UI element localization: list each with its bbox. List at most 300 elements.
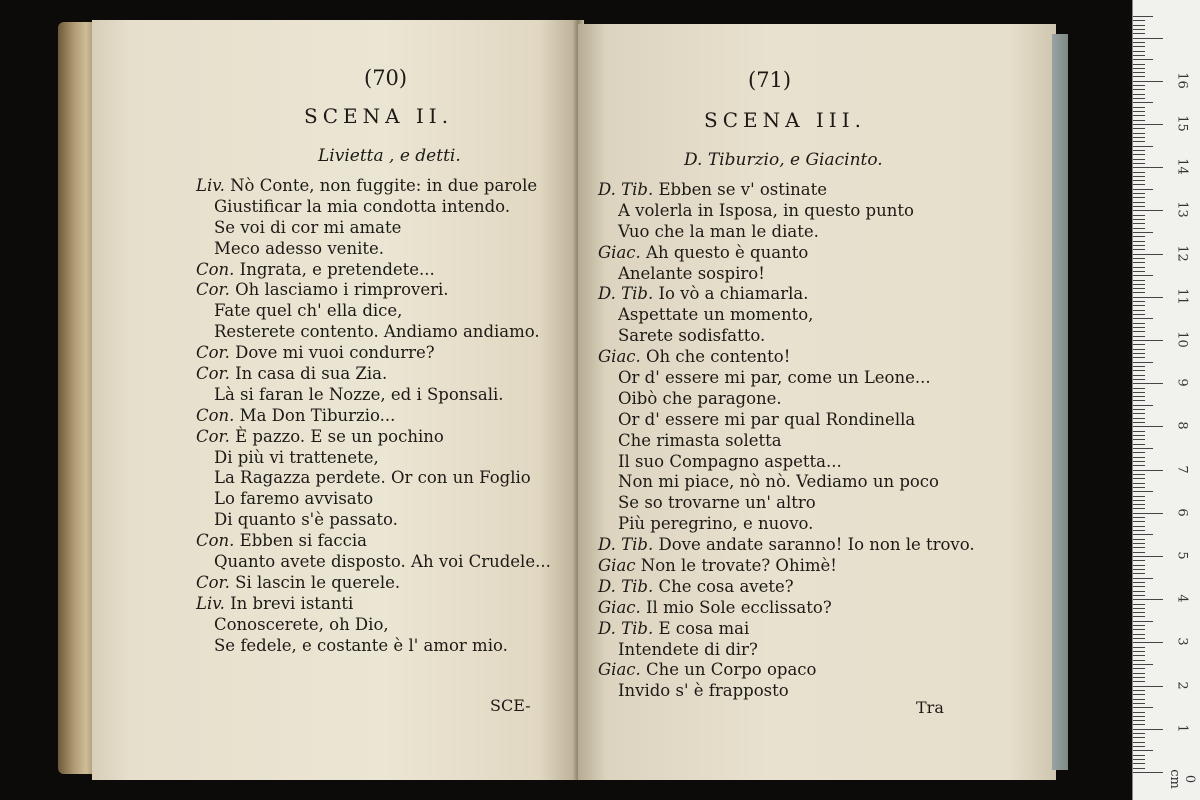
ruler-tick [1133, 500, 1145, 501]
ruler-tick [1133, 124, 1163, 125]
ruler-tick [1133, 504, 1145, 505]
ruler-tick [1133, 271, 1145, 272]
left-text-line [196, 239, 551, 260]
left-text-line [196, 385, 551, 406]
ruler-tick [1133, 720, 1145, 721]
ruler-tick [1133, 331, 1145, 332]
ruler-tick [1133, 478, 1145, 479]
ruler-label: 2 [1174, 680, 1190, 690]
verse-text: Giustificar la mia condotta intendo. [214, 196, 511, 216]
speaker-label: Con. [196, 531, 235, 551]
ruler-tick [1133, 435, 1145, 436]
ruler-tick [1133, 629, 1145, 630]
ruler-tick [1133, 38, 1163, 39]
ruler-tick [1133, 180, 1145, 181]
right-text-line [598, 347, 975, 368]
verse-text: Non mi piace, nò nò. Vediamo un poco [618, 472, 939, 492]
ruler-tick [1133, 258, 1145, 259]
ruler-tick [1133, 357, 1145, 358]
ruler-tick [1133, 418, 1145, 419]
ruler-tick [1133, 275, 1153, 276]
left-page [92, 20, 578, 780]
ruler-tick [1133, 362, 1153, 363]
ruler-label: 7 [1174, 464, 1190, 474]
ruler-label: 15 [1174, 115, 1190, 132]
ruler-tick [1133, 228, 1145, 229]
ruler-tick [1133, 370, 1145, 371]
ruler-tick [1133, 422, 1145, 423]
left-text-line [196, 636, 551, 657]
ruler-tick [1133, 431, 1145, 432]
right-text-line [598, 493, 975, 514]
ruler-tick [1133, 772, 1163, 773]
ruler-tick [1133, 483, 1145, 484]
verse-text: Ma Don Tiburzio... [234, 405, 396, 425]
ruler-tick [1133, 55, 1145, 56]
ruler-tick [1133, 292, 1145, 293]
ruler-tick [1133, 595, 1145, 596]
right-text-line [598, 619, 975, 640]
ruler-tick [1133, 526, 1145, 527]
right-text-line [598, 201, 975, 222]
ruler-tick [1133, 392, 1145, 393]
verse-text: Che rimasta soletta [618, 430, 782, 450]
speaker-label: Cor. [196, 364, 230, 384]
ruler-tick [1133, 634, 1145, 635]
measurement-ruler [1132, 0, 1200, 800]
ruler-label: 11 [1174, 288, 1190, 305]
ruler-tick [1133, 349, 1145, 350]
left-text-line [196, 343, 551, 364]
ruler-label: 3 [1174, 637, 1190, 647]
ruler-tick [1133, 128, 1145, 129]
right-text-line [598, 368, 975, 389]
verse-text: E cosa mai [653, 618, 750, 638]
left-text-line [196, 468, 551, 489]
ruler-tick [1133, 120, 1145, 121]
verse-text: Che cosa avete? [653, 576, 794, 596]
ruler-tick [1133, 582, 1145, 583]
ruler-tick [1133, 694, 1145, 695]
ruler-tick [1133, 448, 1153, 449]
ruler-tick [1133, 616, 1145, 617]
right-text-lines [598, 180, 975, 702]
verse-text: Di più vi trattenete, [214, 447, 379, 467]
ruler-tick [1133, 340, 1163, 341]
ruler-label: 10 [1174, 331, 1190, 348]
ruler-tick [1133, 759, 1145, 760]
ruler-label: 1 [1174, 724, 1190, 733]
ruler-tick [1133, 327, 1145, 328]
ruler-tick [1133, 94, 1145, 95]
right-text-line [598, 431, 975, 452]
speaker-label: Cor. [196, 343, 230, 363]
verse-text: Ah questo è quanto [640, 242, 809, 262]
ruler-tick [1133, 172, 1145, 173]
verse-text: Si lascin le querele. [229, 572, 401, 592]
speaker-label: Con. [196, 405, 235, 425]
ruler-tick [1133, 405, 1153, 406]
ruler-label: 13 [1174, 201, 1190, 219]
right-text-line [598, 535, 975, 556]
ruler-tick [1133, 681, 1145, 682]
verse-text: Nò Conte, non fuggite: in due parole [224, 176, 538, 195]
ruler-tick [1133, 396, 1145, 397]
left-text-line [196, 218, 551, 239]
ruler-tick [1133, 763, 1145, 764]
verse-text: Quanto avete disposto. Ah voi Crudele... [214, 552, 551, 572]
ruler-tick [1133, 150, 1145, 151]
ruler-tick [1133, 115, 1145, 116]
ruler-tick [1133, 16, 1153, 17]
speaker-label: Liv. [196, 176, 225, 195]
verse-text: Or d' essere mi par, come un Leone... [618, 368, 931, 388]
verse-text: Non le trovate? Ohimè! [635, 556, 837, 576]
left-text-line [196, 489, 551, 510]
ruler-tick [1133, 98, 1145, 99]
left-text-line [196, 301, 551, 322]
verse-text: Aspettate un momento, [618, 305, 814, 325]
ruler-tick [1133, 496, 1145, 497]
right-text-line [598, 264, 975, 285]
left-text-line [196, 197, 551, 218]
ruler-tick [1133, 29, 1145, 30]
right-text-line [598, 305, 975, 326]
speaker-label: Giac. [598, 597, 641, 617]
ruler-tick [1133, 746, 1145, 747]
right-text-line [598, 180, 975, 201]
verse-text: Oh lasciamo i rimproveri. [229, 280, 449, 300]
verse-text: Se so trovarne un' altro [618, 493, 816, 513]
ruler-tick [1133, 51, 1145, 52]
ruler-tick [1133, 46, 1145, 47]
left-text-line [196, 176, 551, 197]
right-text-line [598, 556, 975, 577]
ruler-tick [1133, 146, 1153, 147]
ruler-tick [1133, 206, 1145, 207]
verse-text: Ingrata, e pretendete... [234, 259, 435, 279]
ruler-tick [1133, 426, 1163, 427]
left-text-line [196, 573, 551, 594]
ruler-tick [1133, 560, 1145, 561]
left-text-line [196, 260, 551, 281]
verse-text: Io vò a chiamarla. [653, 284, 809, 304]
verse-text: In casa di sua Zia. [229, 364, 388, 384]
right-scene-title: SCENA III. [704, 108, 866, 132]
right-text-line [598, 514, 975, 535]
ruler-tick [1133, 310, 1145, 311]
ruler-tick [1133, 284, 1145, 285]
ruler-tick [1133, 742, 1145, 743]
ruler-tick [1133, 318, 1153, 319]
right-text-line [598, 326, 975, 347]
ruler-tick [1133, 530, 1145, 531]
ruler-tick [1133, 141, 1145, 142]
ruler-tick [1133, 219, 1145, 220]
right-text-line [598, 472, 975, 493]
ruler-tick [1133, 664, 1153, 665]
ruler-label: 16 [1174, 72, 1190, 89]
ruler-tick [1133, 703, 1145, 704]
ruler-tick [1133, 539, 1145, 540]
ruler-tick [1133, 552, 1145, 553]
ruler-tick [1133, 699, 1145, 700]
verse-text: Dove andate saranno! Io non le trovo. [653, 535, 975, 555]
verse-text: La Ragazza perdete. Or con un Foglio [214, 468, 531, 488]
ruler-label: 4 [1174, 594, 1190, 603]
verse-text: Or d' essere mi par qual Rondinella [618, 409, 916, 429]
ruler-tick [1133, 210, 1163, 211]
speaker-label: Liv. [196, 593, 225, 613]
verse-text: Meco adesso venite. [214, 238, 384, 258]
ruler-tick [1133, 508, 1145, 509]
left-catchword: SCE- [490, 696, 531, 715]
ruler-tick [1133, 133, 1145, 134]
ruler-tick [1133, 677, 1145, 678]
right-characters: D. Tiburzio, e Giacinto. [684, 150, 883, 170]
verse-text: Intendete di dir? [618, 639, 758, 659]
left-text-line [196, 615, 551, 636]
right-text-line [598, 640, 975, 661]
ruler-tick [1133, 388, 1145, 389]
verse-text: Resterete contento. Andiamo andiamo. [214, 322, 540, 342]
ruler-tick [1133, 197, 1145, 198]
ruler-tick [1133, 111, 1145, 112]
ruler-tick [1133, 176, 1145, 177]
ruler-tick [1133, 547, 1145, 548]
verse-text: È pazzo. E se un pochino [229, 426, 444, 446]
ruler-tick [1133, 470, 1163, 471]
ruler-tick [1133, 413, 1145, 414]
verse-text: Fate quel ch' ella dice, [214, 301, 403, 321]
ruler-tick [1133, 655, 1145, 656]
left-text-line [196, 406, 551, 427]
ruler-tick [1133, 288, 1145, 289]
verse-text: Là si faran le Nozze, ed i Sponsali. [214, 384, 504, 404]
verse-text: Più peregrino, e nuovo. [618, 514, 814, 534]
left-text-line [196, 448, 551, 469]
ruler-tick [1133, 733, 1145, 734]
verse-text: Se fedele, e costante è l' amor mio. [214, 635, 508, 655]
speaker-label: Giac. [598, 660, 641, 680]
ruler-tick [1133, 72, 1145, 73]
ruler-tick [1133, 102, 1153, 103]
ruler-label: 0 cm [1167, 769, 1197, 789]
ruler-tick [1133, 249, 1145, 250]
ruler-tick [1133, 85, 1145, 86]
right-page-number: (71) [748, 68, 792, 92]
verse-text: Invido s' è frapposto [618, 681, 789, 701]
ruler-tick [1133, 163, 1145, 164]
verse-text: Di quanto s'è passato. [214, 510, 398, 530]
ruler-tick [1133, 189, 1153, 190]
ruler-tick [1133, 241, 1145, 242]
verse-text: Dove mi vuoi condurre? [229, 343, 435, 363]
ruler-tick [1133, 245, 1145, 246]
ruler-tick [1133, 573, 1145, 574]
ruler-tick [1133, 314, 1145, 315]
ruler-tick [1133, 444, 1145, 445]
ruler-tick [1133, 569, 1145, 570]
ruler-tick [1133, 660, 1145, 661]
ruler-tick [1133, 254, 1163, 255]
verse-text: Conoscerete, oh Dio, [214, 614, 389, 634]
verse-text: A volerla in Isposa, in questo punto [618, 200, 914, 220]
ruler-tick [1133, 707, 1153, 708]
ruler-tick [1133, 651, 1145, 652]
ruler-tick [1133, 521, 1145, 522]
ruler-tick [1133, 366, 1145, 367]
ruler-tick [1133, 379, 1145, 380]
ruler-tick [1133, 400, 1145, 401]
ruler-tick [1133, 768, 1145, 769]
speaker-label: D. Tib. [598, 284, 654, 304]
right-text-line [598, 222, 975, 243]
speaker-label: Cor. [196, 426, 230, 446]
ruler-tick [1133, 301, 1145, 302]
right-text-line [598, 577, 975, 598]
left-page-number: (70) [364, 66, 408, 90]
left-scene-title: SCENA II. [304, 104, 454, 128]
ruler-tick [1133, 543, 1145, 544]
speaker-label: Con. [196, 259, 235, 279]
ruler-tick [1133, 20, 1145, 21]
ruler-label: 9 [1174, 378, 1190, 387]
ruler-tick [1133, 608, 1145, 609]
ruler-tick [1133, 107, 1145, 108]
ruler-tick [1133, 690, 1145, 691]
right-text-line [598, 284, 975, 305]
speaker-label: D. Tib. [598, 535, 654, 555]
ruler-tick [1133, 465, 1145, 466]
ruler-tick [1133, 223, 1145, 224]
ruler-tick [1133, 604, 1145, 605]
left-text-line [196, 594, 551, 615]
ruler-tick [1133, 236, 1145, 237]
verse-text: Ebben si faccia [234, 531, 368, 551]
speaker-label: Cor. [196, 280, 230, 300]
right-text-line [598, 598, 975, 619]
right-catchword: Tra [916, 698, 944, 717]
ruler-tick [1133, 612, 1145, 613]
ruler-tick [1133, 673, 1145, 674]
ruler-tick [1133, 305, 1145, 306]
left-text-lines [196, 176, 551, 656]
ruler-tick [1133, 534, 1153, 535]
speaker-label: Giac [598, 556, 636, 576]
ruler-tick [1133, 621, 1153, 622]
ruler-tick [1133, 578, 1153, 579]
right-text-line [598, 660, 975, 681]
verse-text: Il suo Compagno aspetta... [618, 451, 842, 471]
left-text-line [196, 322, 551, 343]
ruler-tick [1133, 517, 1145, 518]
ruler-tick [1133, 375, 1145, 376]
ruler-tick [1133, 409, 1145, 410]
ruler-tick [1133, 81, 1163, 82]
right-text-line [598, 243, 975, 264]
ruler-tick [1133, 625, 1145, 626]
ruler-tick [1133, 474, 1145, 475]
left-text-line [196, 364, 551, 385]
ruler-tick [1133, 556, 1163, 557]
speaker-label: Cor. [196, 572, 230, 592]
ruler-tick [1133, 25, 1145, 26]
ruler-tick [1133, 712, 1145, 713]
ruler-tick [1133, 439, 1145, 440]
ruler-tick [1133, 232, 1153, 233]
ruler-tick [1133, 159, 1145, 160]
ruler-tick [1133, 729, 1163, 730]
speaker-label: Giac. [598, 242, 641, 262]
right-text-line [598, 410, 975, 431]
ruler-tick [1133, 297, 1163, 298]
left-text-line [196, 552, 551, 573]
speaker-label: Giac. [598, 347, 641, 367]
ruler-tick [1133, 457, 1145, 458]
ruler-tick [1133, 565, 1145, 566]
ruler-label: 6 [1174, 508, 1190, 517]
speaker-label: D. Tib. [598, 576, 654, 596]
verse-text: Il mio Sole ecclissato? [640, 597, 832, 617]
right-text-line [598, 389, 975, 410]
ruler-tick [1133, 638, 1145, 639]
ruler-tick [1133, 59, 1153, 60]
ruler-tick [1133, 353, 1145, 354]
left-text-line [196, 510, 551, 531]
ruler-tick [1133, 737, 1145, 738]
ruler-label: 8 [1174, 421, 1190, 431]
ruler-tick [1133, 215, 1145, 216]
ruler-tick [1133, 642, 1163, 643]
speaker-label: D. Tib. [598, 180, 654, 199]
right-text-line [598, 452, 975, 473]
ruler-tick [1133, 487, 1145, 488]
ruler-tick [1133, 491, 1153, 492]
ruler-tick [1133, 280, 1145, 281]
ruler-tick [1133, 383, 1163, 384]
ruler-tick [1133, 336, 1145, 337]
verse-text: Che un Corpo opaco [640, 660, 817, 680]
verse-text: Vuo che la man le diate. [618, 221, 819, 241]
right-page [578, 24, 1056, 780]
ruler-label: 12 [1174, 244, 1190, 262]
ruler-tick [1133, 686, 1163, 687]
verse-text: Oibò che paragone. [618, 388, 782, 408]
ruler-tick [1133, 591, 1145, 592]
ruler-tick [1133, 323, 1145, 324]
left-text-line [196, 280, 551, 301]
left-text-line [196, 427, 551, 448]
speaker-label: D. Tib. [598, 618, 654, 638]
ruler-tick [1133, 755, 1145, 756]
ruler-tick [1133, 750, 1153, 751]
ruler-tick [1133, 193, 1145, 194]
ruler-tick [1133, 267, 1145, 268]
ruler-tick [1133, 76, 1145, 77]
ruler-tick [1133, 513, 1163, 514]
ruler-label: 14 [1174, 158, 1190, 175]
ruler-tick [1133, 668, 1145, 669]
verse-text: Sarete sodisfatto. [618, 326, 766, 346]
book-cover-edge [1052, 34, 1068, 770]
ruler-tick [1133, 167, 1163, 168]
ruler-tick [1133, 452, 1145, 453]
ruler-tick [1133, 42, 1145, 43]
ruler-tick [1133, 724, 1145, 725]
ruler-tick [1133, 154, 1145, 155]
verse-text: Oh che contento! [640, 347, 791, 367]
